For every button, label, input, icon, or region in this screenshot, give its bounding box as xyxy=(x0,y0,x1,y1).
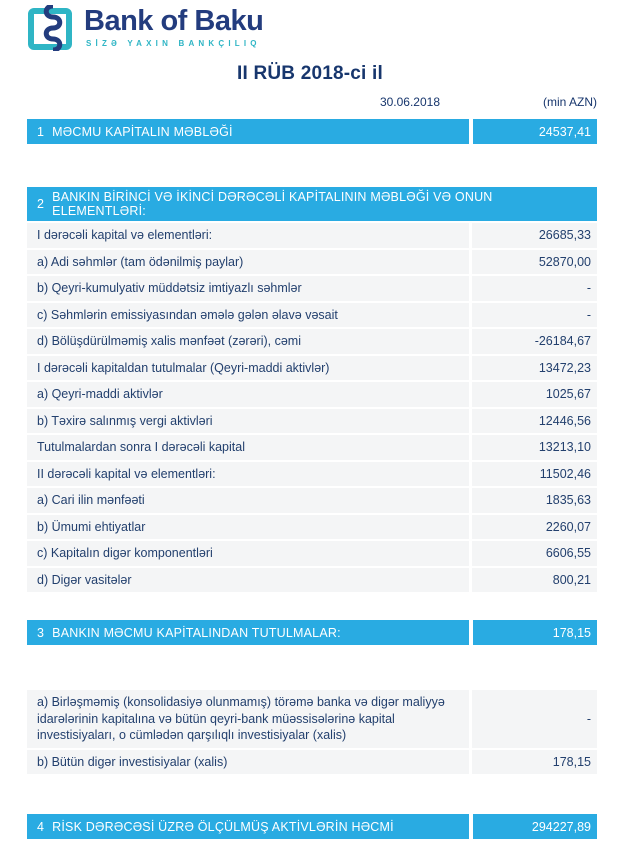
table-row: d) Bölüşdürülməmiş xalis mənfəət (zərəri), cəmi -26184,67 xyxy=(27,327,597,354)
table-row: c) Səhmlərin emissiyasından əmələ gələn əlavə vəsait - xyxy=(27,301,597,328)
section4-number: 4 xyxy=(37,819,45,834)
meta-row xyxy=(27,95,597,111)
table-row: a) Cari ilin mənfəəti 1835,63 xyxy=(27,486,597,513)
currency-unit: (min AZN) xyxy=(543,95,597,109)
section2-label: BANKIN BİRİNCİ VƏ İKİNCİ DƏRƏCƏLİ KAPİTALININ MƏBLƏĞİ VƏ ONUN ELEMENTLƏRİ: xyxy=(52,190,493,218)
table-row: b) Təxirə salınmış vergi aktivləri 12446,56 xyxy=(27,407,597,434)
section2-title xyxy=(27,187,597,221)
section3-header xyxy=(27,620,597,645)
section3-table xyxy=(27,688,597,776)
table-row: a) Qeyri-maddi aktivlər 1025,67 xyxy=(27,380,597,407)
section1-number: 1 xyxy=(37,124,45,139)
section2-header xyxy=(27,187,597,221)
section2-number: 2 xyxy=(37,197,45,211)
table-row: II dərəcəli kapital və elementləri: 11502,46 xyxy=(27,460,597,487)
report-date: 30.06.2018 xyxy=(379,95,440,109)
section3-value: 178,15 xyxy=(469,620,597,645)
brand-text xyxy=(84,5,263,48)
section4-title xyxy=(27,814,469,839)
table-row: I dərəcəli kapitaldan tutulmalar (Qeyri-maddi aktivlər) 13472,23 xyxy=(27,354,597,381)
section3-label: BANKIN MƏCMU KAPİTALINDAN TUTULMALAR: xyxy=(52,625,341,640)
table-row: Tutulmalardan sonra I dərəcəli kapital 13213,10 xyxy=(27,433,597,460)
section4-header xyxy=(27,814,597,839)
section1-label: MƏCMU KAPİTALIN MƏBLƏĞİ xyxy=(52,124,233,139)
section3-title xyxy=(27,620,469,645)
section3-number: 3 xyxy=(37,625,45,640)
bank-of-baku-logo-icon xyxy=(27,5,77,51)
table-row: b) Bütün digər investisiyalar (xalis) 178,15 xyxy=(27,748,597,775)
section1-title xyxy=(27,119,469,144)
section1-value: 24537,41 xyxy=(469,119,597,144)
table-row: d) Digər vasitələr 800,21 xyxy=(27,566,597,593)
section2-table xyxy=(27,221,597,594)
table-row: a) Adi səhmlər (tam ödənilmiş paylar) 52870,00 xyxy=(27,248,597,275)
brand-tagline: SİZƏ YAXIN BANKÇILIQ xyxy=(86,39,261,48)
section1-header xyxy=(27,119,597,144)
page-title: II RÜB 2018-ci il xyxy=(237,63,383,84)
table-row: a) Birləşməmiş (konsolidasiyə olunmamış) törəmə banka və digər maliyyə idarələrinin kapitalına və bütün qeyri-bank müəssisələrinə kapital investisiyaları, o cümlədən qarşılıqlı investisiyalar (xalis) - xyxy=(27,688,597,748)
table-row: b) Ümumi ehtiyatlar 2260,07 xyxy=(27,513,597,540)
brand-name: Bank of Baku xyxy=(84,5,264,37)
section4-label: RİSK DƏRƏCƏSİ ÜZRƏ ÖLÇÜLMÜŞ AKTİVLƏRİN HƏCMİ xyxy=(52,819,394,834)
table-row: I dərəcəli kapital və elementləri: 26685,33 xyxy=(27,221,597,248)
section4-value: 294227,89 xyxy=(469,814,597,839)
brand-header xyxy=(0,0,620,52)
table-row: c) Kapitalın digər komponentləri 6606,55 xyxy=(27,539,597,566)
table-row: b) Qeyri-kumulyativ müddətsiz imtiyazlı səhmlər - xyxy=(27,274,597,301)
